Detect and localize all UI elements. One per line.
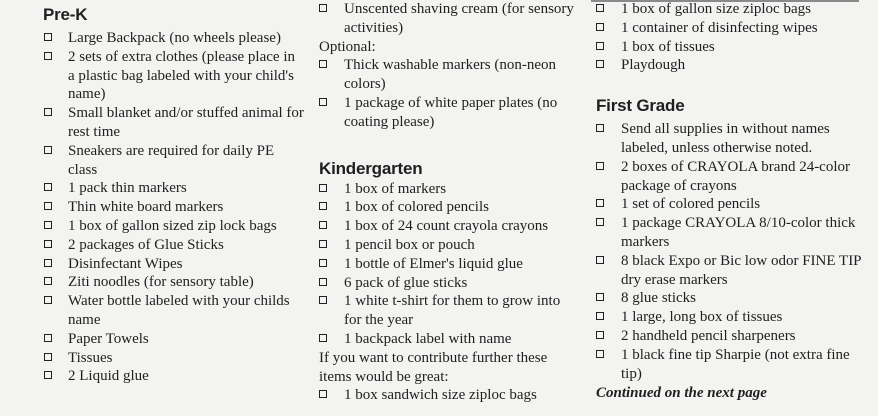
checklist-item-text: 1 white t-shirt for them to grow into for the year bbox=[344, 293, 561, 329]
checkbox-icon bbox=[596, 350, 604, 358]
checklist-item-text: 1 large, long box of tissues bbox=[621, 309, 783, 326]
checklist-item-text: Paper Towels bbox=[68, 330, 149, 347]
checklist-item-text: Thick washable markers (non-neon colors) bbox=[344, 57, 557, 93]
checklist-item-text: 1 box of colored pencils bbox=[344, 199, 489, 216]
kindergarten-list bbox=[319, 180, 581, 349]
checklist-item-text: 1 box of gallon sized zip lock bags bbox=[68, 217, 277, 234]
checklist-item bbox=[319, 180, 581, 199]
checklist-item-text: 2 packages of Glue Sticks bbox=[68, 236, 224, 253]
checkbox-icon bbox=[44, 353, 52, 361]
checkbox-icon bbox=[44, 33, 52, 41]
checkbox-icon bbox=[596, 199, 604, 207]
checklist-item bbox=[596, 214, 874, 252]
checklist-item-text: 1 package of white paper plates (no coating please) bbox=[344, 94, 558, 130]
checklist-item bbox=[43, 273, 305, 292]
checklist-item bbox=[319, 94, 581, 132]
checklist-item-text: 2 boxes of CRAYOLA brand 24-color package of crayons bbox=[621, 158, 851, 194]
column-right bbox=[596, 0, 874, 403]
checkbox-icon bbox=[596, 60, 604, 68]
checklist-item bbox=[319, 56, 581, 94]
checklist-item bbox=[596, 289, 874, 308]
checklist-item bbox=[319, 386, 581, 405]
checkbox-icon bbox=[44, 221, 52, 229]
checkbox-icon bbox=[319, 60, 327, 68]
checklist-item bbox=[596, 0, 874, 19]
checklist-item-text: Small blanket and/or stuffed animal for rest time bbox=[68, 105, 304, 140]
checkbox-icon bbox=[596, 293, 604, 301]
checklist-item-text: 1 box of gallon size ziploc bags bbox=[621, 1, 811, 17]
checkbox-icon bbox=[596, 331, 604, 339]
checklist-item bbox=[596, 56, 874, 75]
checklist-item-text: Sneakers are required for daily PE class bbox=[68, 142, 275, 178]
checklist-item-text: Send all supplies in without names labeled, unless otherwise noted. bbox=[621, 121, 830, 156]
checklist-item-text: 1 set of colored pencils bbox=[621, 196, 761, 213]
checkbox-icon bbox=[596, 162, 604, 170]
checklist-item bbox=[596, 38, 874, 57]
checkbox-icon bbox=[319, 240, 327, 248]
checklist-item-text: Ziti noodles (for sensory table) bbox=[68, 274, 254, 291]
checklist-item-text: 6 pack of glue sticks bbox=[344, 274, 468, 291]
checklist-item-text: Water bottle labeled with your childs name bbox=[68, 293, 290, 328]
checklist-item bbox=[596, 346, 874, 384]
checklist-item bbox=[596, 195, 874, 214]
checkbox-icon bbox=[44, 259, 52, 267]
checkbox-icon bbox=[44, 371, 52, 379]
checkbox-icon bbox=[44, 240, 52, 248]
column-middle bbox=[319, 0, 581, 405]
checklist-item bbox=[319, 217, 581, 236]
checkbox-icon bbox=[44, 202, 52, 210]
checkbox-icon bbox=[596, 124, 604, 132]
checklist-item-text: 2 handheld pencil sharpeners bbox=[621, 327, 796, 344]
checklist-item bbox=[43, 48, 305, 104]
checkbox-icon bbox=[319, 202, 327, 210]
checklist-item-text: 1 package CRAYOLA 8/10-color thick markers bbox=[621, 215, 856, 250]
column-prek bbox=[43, 0, 305, 386]
contribute-list-part2 bbox=[596, 0, 874, 75]
checklist-item bbox=[596, 308, 874, 327]
checkbox-icon bbox=[44, 296, 52, 304]
checkbox-icon bbox=[319, 334, 327, 342]
checklist-item-text: 1 bottle of Elmer's liquid glue bbox=[344, 255, 523, 272]
checklist-item-text: 1 box of markers bbox=[344, 180, 447, 197]
first-grade-list bbox=[596, 120, 874, 383]
checkbox-icon bbox=[44, 108, 52, 116]
checklist-item bbox=[319, 236, 581, 255]
checkbox-icon bbox=[44, 183, 52, 191]
checklist-item bbox=[596, 19, 874, 38]
checkbox-icon bbox=[319, 184, 327, 192]
checkbox-icon bbox=[319, 98, 327, 106]
prek-continued-list bbox=[319, 0, 581, 38]
checkbox-icon bbox=[596, 4, 604, 12]
checklist-item-text: 1 box of tissues bbox=[621, 38, 715, 55]
checkbox-icon bbox=[596, 312, 604, 320]
checklist-item bbox=[43, 330, 305, 349]
checklist-item-text: Unscented shaving cream (for sensory activities) bbox=[344, 1, 574, 36]
checklist-item-text: 1 container of disinfecting wipes bbox=[621, 19, 818, 36]
checklist-item bbox=[596, 158, 874, 196]
checklist-item-text: 8 glue sticks bbox=[621, 290, 696, 307]
heading-first-grade: First Grade bbox=[596, 96, 685, 116]
checkbox-icon bbox=[319, 259, 327, 267]
checklist-item-text: Large Backpack (no wheels please) bbox=[68, 30, 281, 46]
checklist-item bbox=[43, 236, 305, 255]
checklist-item bbox=[319, 274, 581, 293]
checklist-item bbox=[319, 330, 581, 349]
checkbox-icon bbox=[596, 42, 604, 50]
checkbox-icon bbox=[319, 4, 327, 12]
checklist-item bbox=[43, 349, 305, 368]
checklist-item-text: 1 box sandwich size ziploc bags bbox=[344, 387, 537, 404]
checkbox-icon bbox=[596, 218, 604, 226]
checklist-item bbox=[43, 255, 305, 274]
checklist-item bbox=[43, 179, 305, 198]
checklist-item-text: Tissues bbox=[68, 349, 113, 366]
checklist-item bbox=[43, 198, 305, 217]
checklist-item bbox=[596, 252, 874, 290]
contribute-list-part1 bbox=[319, 386, 581, 405]
optional-label: Optional: bbox=[319, 38, 376, 55]
checklist-item bbox=[319, 0, 581, 38]
checklist-item bbox=[43, 104, 305, 142]
checklist-item-text: 1 box of 24 count crayola crayons bbox=[344, 218, 549, 235]
checklist-item-text: 2 Liquid glue bbox=[68, 368, 149, 385]
prek-optional-list bbox=[319, 56, 581, 131]
checklist-item bbox=[319, 198, 581, 217]
checkbox-icon bbox=[319, 296, 327, 304]
checklist-item-text: 8 black Expo or Bic low odor FINE TIP dry erase markers bbox=[621, 252, 861, 288]
checkbox-icon bbox=[319, 278, 327, 286]
checklist-item bbox=[319, 292, 581, 330]
checkbox-icon bbox=[319, 390, 327, 398]
checklist-item-text: Thin white board markers bbox=[68, 199, 224, 216]
checklist-item-text: Disinfectant Wipes bbox=[68, 255, 183, 272]
checkbox-icon bbox=[44, 334, 52, 342]
checklist-item bbox=[43, 29, 305, 48]
checklist-item bbox=[43, 217, 305, 236]
checklist-item-text: 2 sets of extra clothes (please place in a plastic bag labeled with your child's name) bbox=[68, 48, 295, 103]
checkbox-icon bbox=[596, 256, 604, 264]
checklist-item bbox=[319, 255, 581, 274]
checklist-item-text: 1 pencil box or pouch bbox=[344, 236, 475, 253]
checklist-item-text: 1 pack thin markers bbox=[68, 180, 187, 197]
checklist-item-text: 1 black fine tip Sharpie (not extra fine tip) bbox=[621, 346, 850, 382]
checklist-item bbox=[596, 327, 874, 346]
checklist-item bbox=[43, 367, 305, 386]
checkbox-icon bbox=[319, 221, 327, 229]
checkbox-icon bbox=[44, 52, 52, 60]
checkbox-icon bbox=[596, 23, 604, 31]
heading-kindergarten: Kindergarten bbox=[319, 158, 423, 178]
checklist-item bbox=[43, 142, 305, 180]
contribute-text: If you want to contribute further these items would be great: bbox=[319, 349, 548, 385]
checklist-item-text: Playdough bbox=[621, 57, 686, 74]
checkbox-icon bbox=[44, 277, 52, 285]
prek-list bbox=[43, 29, 305, 386]
checkbox-icon bbox=[44, 146, 52, 154]
checklist-item bbox=[596, 120, 874, 158]
heading-prek: Pre-K bbox=[43, 5, 88, 24]
continued-note: Continued on the next page bbox=[596, 385, 767, 402]
checklist-item bbox=[43, 292, 305, 330]
checklist-item-text: 1 backpack label with name bbox=[344, 330, 512, 347]
